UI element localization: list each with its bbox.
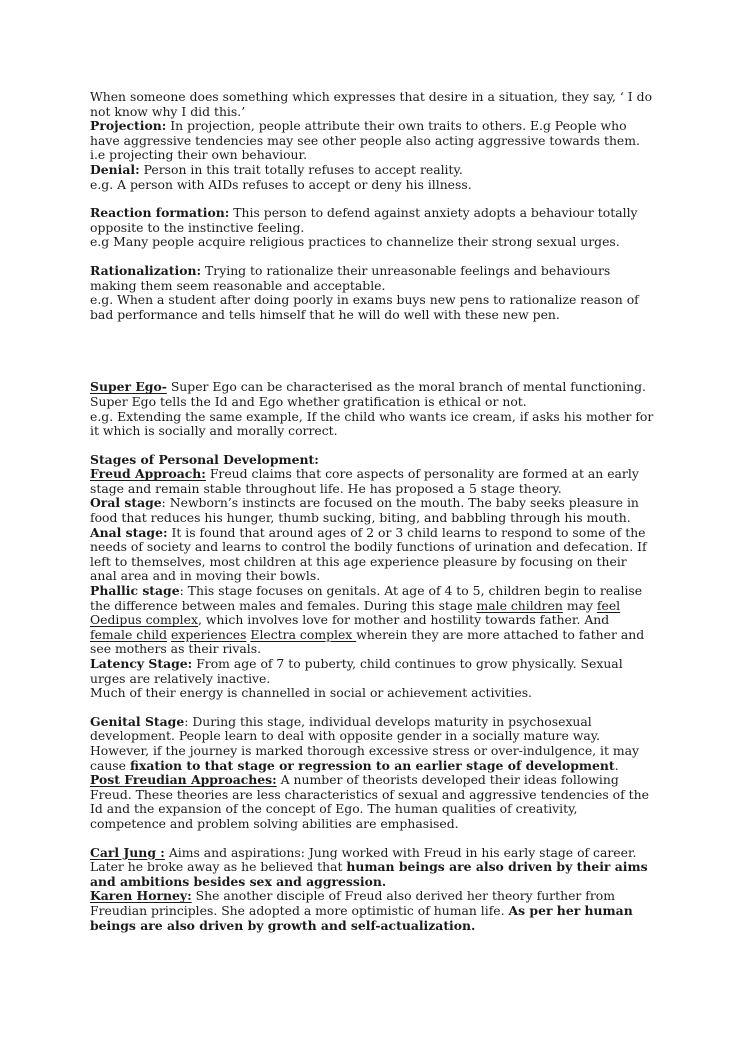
projection-paragraph bbox=[90, 119, 654, 163]
latency-note: Much of their energy is channelled in social or achievement activities. bbox=[90, 685, 532, 701]
spacer bbox=[90, 701, 654, 715]
phallic-text-6: wherein they are more attached to father and see mothers as their rivals. bbox=[90, 626, 645, 657]
projection-text: In projection, people attribute their own traits to others. E.g People who have aggressive tendencies may see other people also acting aggressive towards them. i.e projecting their own behaviour. bbox=[90, 118, 640, 163]
superego-label: Super Ego- bbox=[90, 379, 167, 395]
freud-paragraph bbox=[90, 467, 654, 496]
genital-bold: fixation to that stage or regression to an earlier stage of development bbox=[129, 757, 615, 773]
female-child-link[interactable]: female child bbox=[90, 626, 168, 642]
latency-paragraph bbox=[90, 657, 654, 686]
rationalization-label: Rationalization: bbox=[90, 262, 202, 278]
oral-label: Oral stage bbox=[90, 495, 162, 511]
spacer bbox=[90, 192, 654, 206]
anal-text: It is found that around ages of 2 or 3 child learns to respond to some of the needs of society and learns to control the bodily functions of urination and defecation. If left to themselves, most children at this age experience pleasure by focusing on their anal area and in moving their bowls. bbox=[90, 524, 647, 584]
intro-paragraph bbox=[90, 90, 654, 119]
oedipus-complex-link[interactable]: feel Oedipus complex bbox=[90, 597, 621, 628]
reaction-paragraph bbox=[90, 206, 654, 235]
reaction-text: This person to defend against anxiety adopts a behaviour totally opposite to the instinctive feeling. bbox=[90, 205, 638, 235]
phallic-text-1: : This stage focuses on genitals. At age of 4 to 5, children begin to realise the difference between males and females. During this stage bbox=[90, 583, 643, 613]
male-children-link[interactable]: male children bbox=[476, 597, 563, 613]
jung-label: Carl Jung : bbox=[90, 844, 165, 860]
phallic-text-2: may bbox=[562, 597, 597, 613]
projection-label: Projection: bbox=[90, 118, 167, 134]
rationalization-example: e.g. When a student after doing poorly in exams buys new pens to rationalize reason of bad performance and tells himself that he will do well with these new pen. bbox=[90, 292, 639, 322]
freud-text: Freud claims that core aspects of personality are formed at an early stage and remain stable throughout life. He has proposed a 5 stage theory. bbox=[90, 466, 639, 496]
intro-text: When someone does something which expresses that desire in a situation, they say, ‘ I do not know why I did this.’ bbox=[90, 89, 653, 119]
horney-text: She another disciple of Freud also derived her theory further from Freudian principles. She adopted a more optimistic of human life. bbox=[90, 888, 615, 918]
reaction-label: Reaction formation: bbox=[90, 205, 230, 221]
spacer bbox=[90, 322, 654, 380]
jung-paragraph bbox=[90, 846, 654, 890]
electra-complex-link[interactable]: Electra complex bbox=[250, 626, 357, 642]
horney-bold: As per her human beings are also driven by growth and self-actualization. bbox=[90, 902, 633, 933]
superego-paragraph bbox=[90, 380, 654, 409]
latency-text: From age of 7 to puberty, child continues to grow physically. Sexual urges are relatively inactive. bbox=[90, 656, 623, 686]
denial-example: e.g. A person with AIDs refuses to accept or deny his illness. bbox=[90, 176, 472, 192]
genital-label: Genital Stage bbox=[90, 713, 185, 729]
post-freudian-label: Post Freudian Approaches: bbox=[90, 772, 277, 788]
genital-paragraph bbox=[90, 715, 654, 773]
reaction-example: e.g Many people acquire religious practices to channelize their strong sexual urges. bbox=[90, 234, 620, 250]
latency-label: Latency Stage: bbox=[90, 656, 193, 671]
phallic-paragraph bbox=[90, 584, 654, 657]
oral-paragraph bbox=[90, 496, 654, 525]
spacer bbox=[90, 250, 654, 264]
denial-text: Person in this trait totally refuses to accept reality. bbox=[139, 161, 463, 177]
jung-text: Aims and aspirations: Jung worked with Freud in his early stage of career. Later he broke away as he believed that bbox=[90, 844, 637, 875]
genital-end: . bbox=[614, 757, 619, 773]
denial-paragraph bbox=[90, 163, 654, 178]
oral-text: : Newborn’s instincts are focused on the mouth. The baby seeks pleasure in food that reduces his hunger, thumb sucking, biting, and babbling through his mouth. bbox=[90, 495, 639, 526]
denial-label: Denial: bbox=[90, 161, 140, 177]
phallic-label: Phallic stage bbox=[90, 583, 180, 599]
freud-label: Freud Approach: bbox=[90, 466, 206, 482]
jung-bold: human beings are also driven by their aims and ambitions besides sex and aggression. bbox=[90, 859, 648, 889]
stages-heading-text: Stages of Personal Development: bbox=[90, 451, 319, 467]
phallic-text-3: , which involves love for mother and hostility towards father. And bbox=[197, 612, 610, 628]
stages-heading bbox=[90, 453, 654, 468]
superego-text: Super Ego can be characterised as the moral branch of mental functioning. Super Ego tells the Id and Ego whether gratification is ethical or not. bbox=[90, 379, 646, 409]
horney-paragraph bbox=[90, 889, 654, 933]
post-freudian-paragraph bbox=[90, 773, 654, 831]
horney-label: Karen Horney: bbox=[90, 888, 192, 904]
anal-paragraph bbox=[90, 526, 654, 584]
experiences-link[interactable]: experiences bbox=[171, 626, 247, 642]
superego-example: e.g. Extending the same example, If the child who wants ice cream, if asks his mother for it which is socially and morally correct. bbox=[90, 408, 654, 439]
post-freudian-text: A number of theorists developed their ideas following Freud. These theories are less characteristics of sexual and aggressive tendencies of the Id and the expansion of the concept of Ego. The human qualities of creativity, competence and problem solving abilities are emphasised. bbox=[90, 772, 649, 831]
anal-label: Anal stage: bbox=[90, 524, 168, 540]
spacer bbox=[90, 832, 654, 846]
rationalization-paragraph bbox=[90, 264, 654, 293]
genital-text: : During this stage, individual develops maturity in psychosexual development. People learn to deal with opposite gender in a socially mature way. However, if the journey is marked thorough excessive stress or over-indulgence, it may cause bbox=[90, 713, 640, 773]
rationalization-text: Trying to rationalize their unreasonable feelings and behaviours making them seem reasonable and acceptable. bbox=[90, 262, 611, 293]
spacer bbox=[90, 439, 654, 453]
